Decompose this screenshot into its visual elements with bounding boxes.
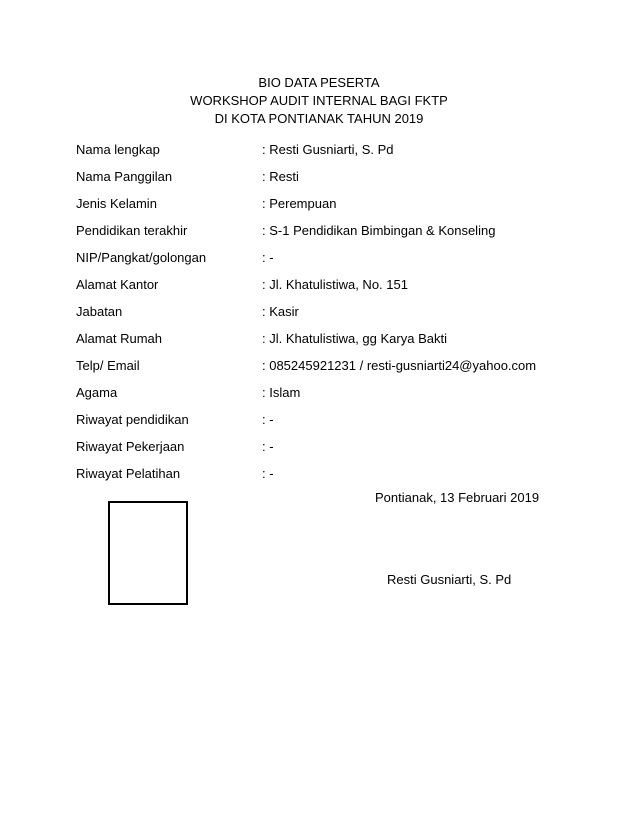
field-row-last-education [76,222,576,249]
field-label: Nama lengkap [76,142,160,157]
field-label: Jabatan [76,304,123,319]
field-row-training-history [76,465,576,492]
field-value: : - [262,466,274,481]
field-row-education-history [76,411,576,438]
field-row-office-address [76,276,576,303]
field-value: : - [262,250,274,265]
field-value: : Perempuan [262,196,337,211]
field-value: : Islam [262,385,301,400]
signature-place-date: Pontianak, 13 Februari 2019 [375,490,540,505]
field-row-nickname [76,168,576,195]
field-label: Telp/ Email [76,358,140,373]
field-row-phone-email [76,357,576,384]
field-value: : Jl. Khatulistiwa, No. 151 [262,277,408,292]
field-label: Riwayat Pelatihan [76,466,181,481]
title-line-location-year: DI KOTA PONTIANAK TAHUN 2019 [214,111,424,126]
field-label: Riwayat Pekerjaan [76,439,185,454]
field-value: : Resti [262,169,299,184]
field-value: : Resti Gusniarti, S. Pd [262,142,394,157]
field-label: Jenis Kelamin [76,196,157,211]
title-line-bio-data: BIO DATA PESERTA [258,75,380,90]
field-value: : - [262,439,274,454]
field-label: Agama [76,385,118,400]
photo-placeholder [108,501,188,605]
field-value: : Kasir [262,304,299,319]
field-row-home-address [76,330,576,357]
document-title [0,74,638,128]
signature-name: Resti Gusniarti, S. Pd [387,572,512,587]
field-row-nip-rank [76,249,576,276]
field-value: : Jl. Khatulistiwa, gg Karya Bakti [262,331,447,346]
field-row-position [76,303,576,330]
field-label: Alamat Kantor [76,277,159,292]
field-value: : S-1 Pendidikan Bimbingan & Konseling [262,223,496,238]
field-value: : 085245921231 / resti-gusniarti24@yahoo.com [262,358,537,373]
biodata-fields [76,141,576,492]
field-label: Alamat Rumah [76,331,162,346]
field-row-gender [76,195,576,222]
field-label: Riwayat pendidikan [76,412,189,427]
field-row-full-name [76,141,576,168]
field-label: Pendidikan terakhir [76,223,188,238]
field-row-work-history [76,438,576,465]
field-value: : - [262,412,274,427]
field-label: NIP/Pangkat/golongan [76,250,207,265]
field-row-religion [76,384,576,411]
field-label: Nama Panggilan [76,169,173,184]
title-line-workshop: WORKSHOP AUDIT INTERNAL BAGI FKTP [190,93,448,108]
